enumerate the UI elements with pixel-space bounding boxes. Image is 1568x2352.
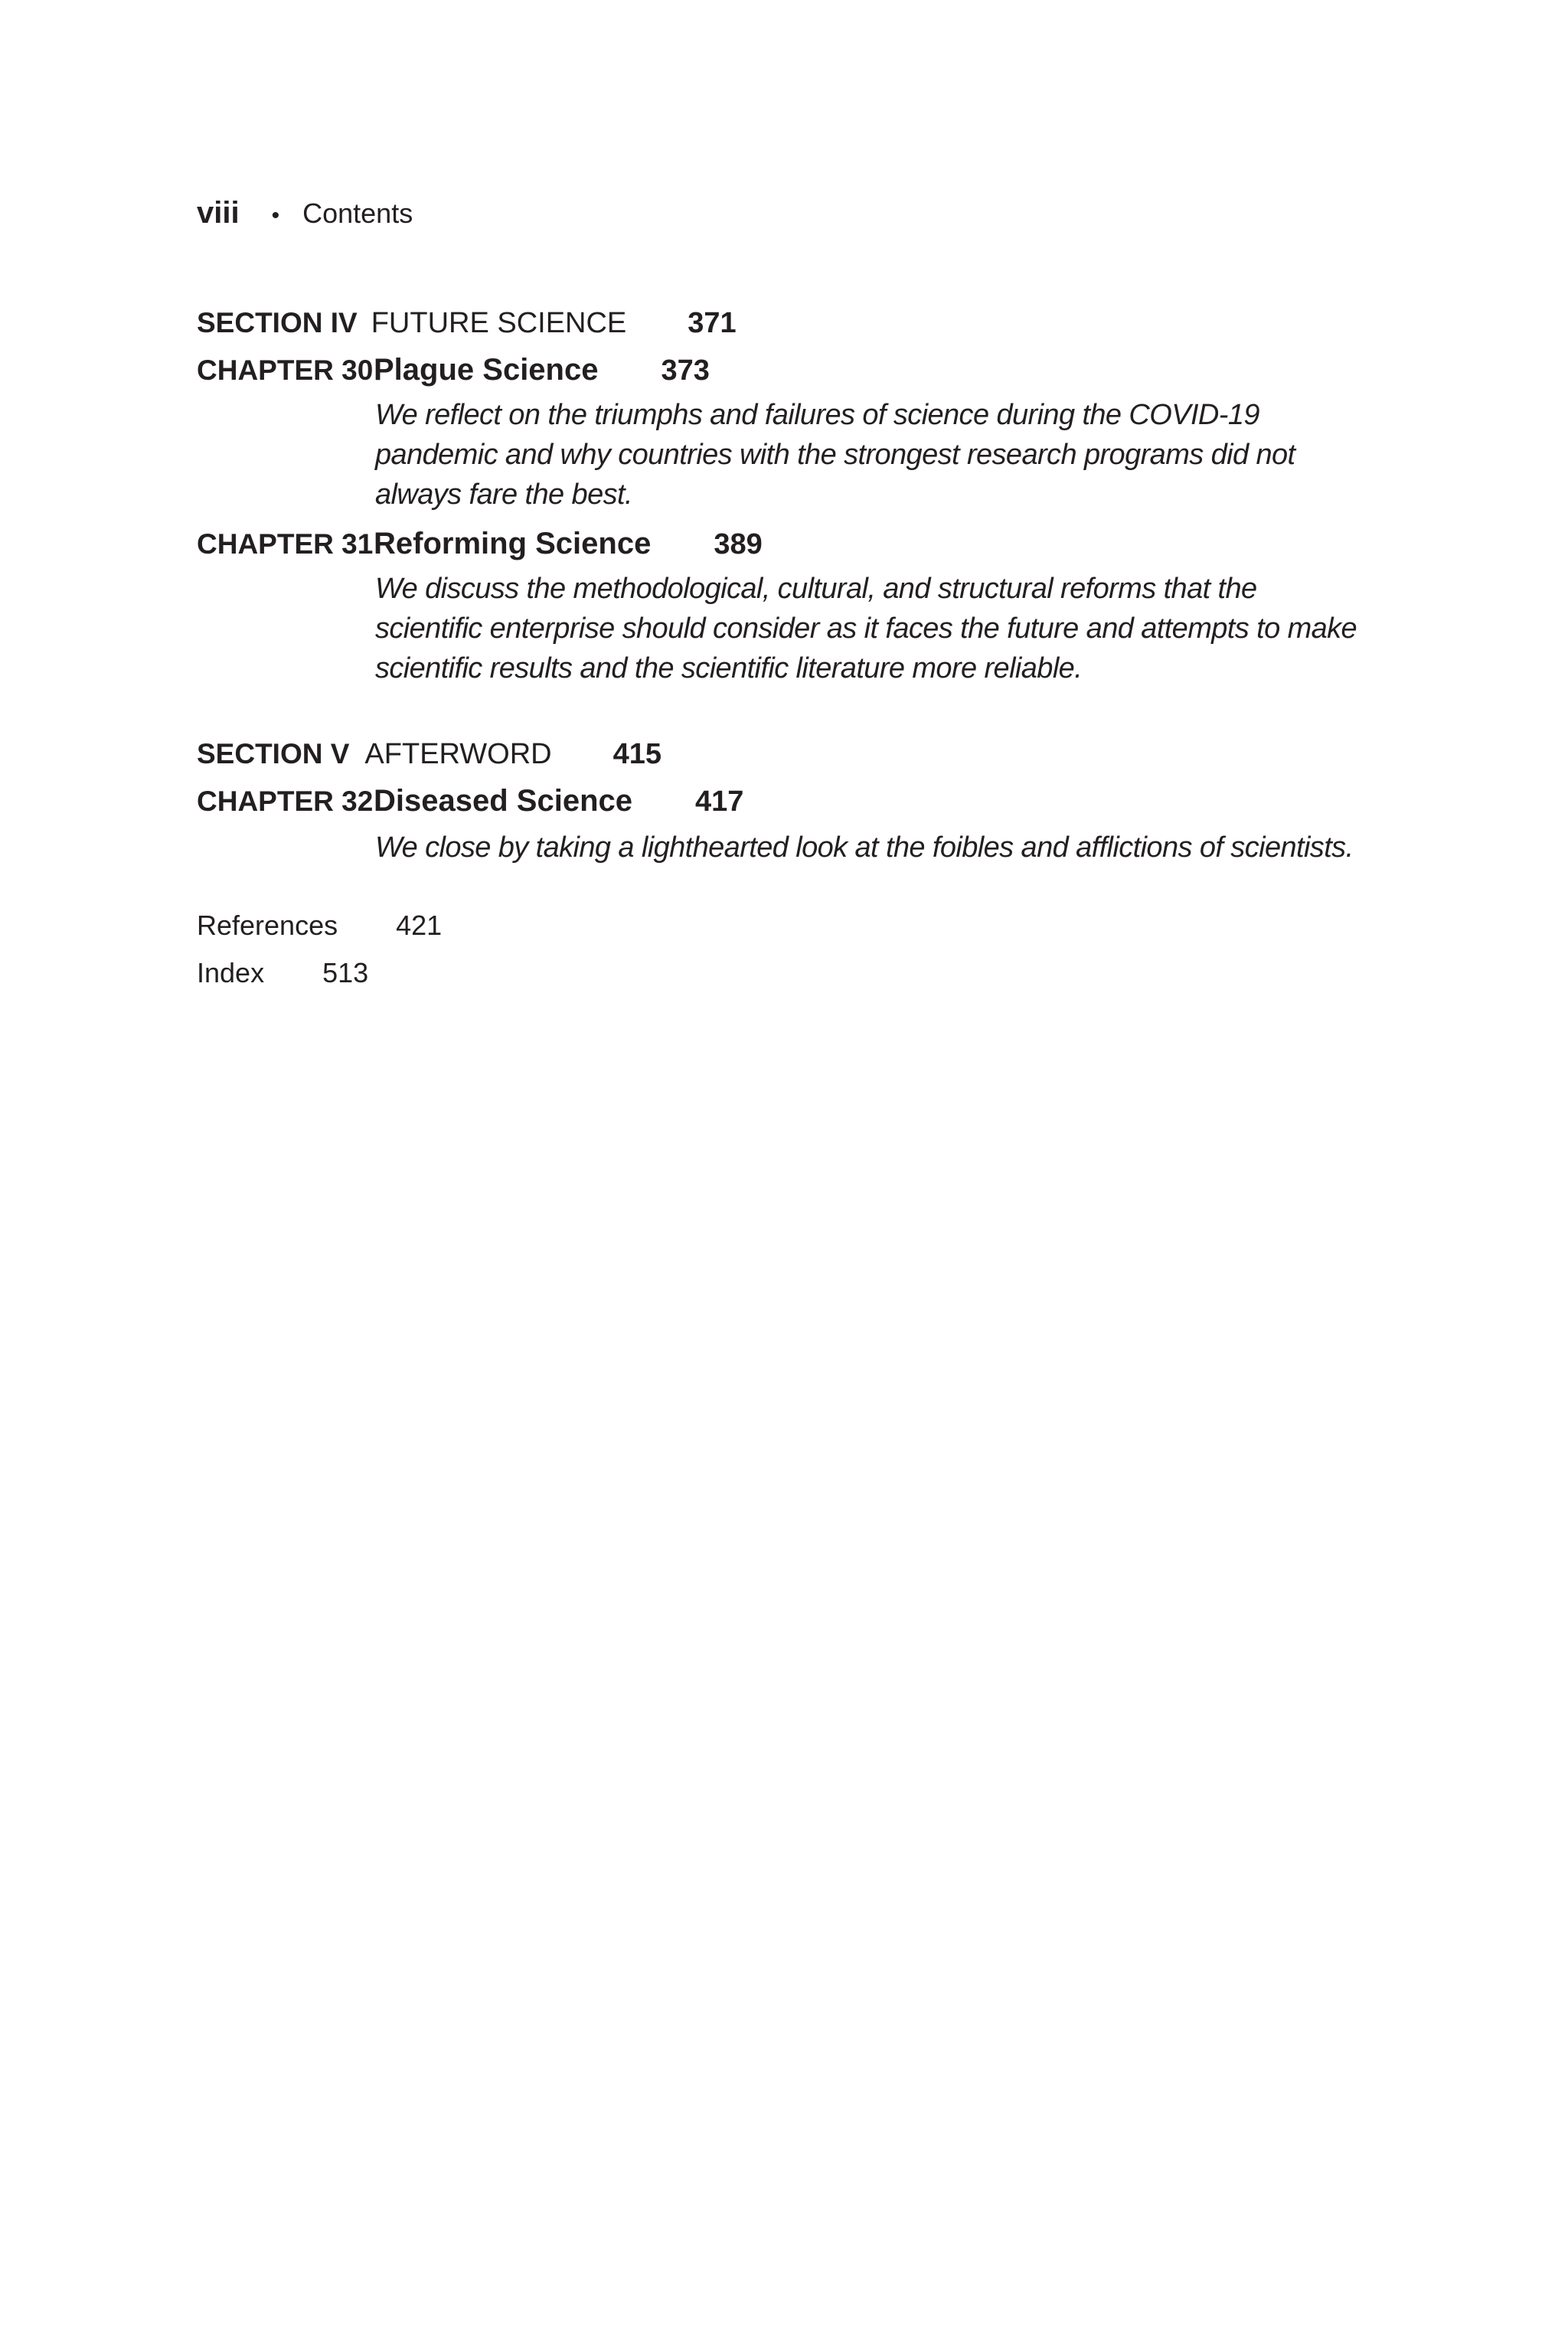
chapter-title: Diseased Science — [374, 784, 632, 818]
section-page-number: 415 — [612, 738, 662, 770]
running-header-title: Contents — [302, 198, 413, 229]
chapter-label: CHAPTER 30 — [197, 354, 374, 386]
section-title: FUTURE SCIENCE — [371, 307, 627, 339]
chapter-title: Plague Science — [374, 353, 599, 387]
index-page-number: 513 — [322, 957, 369, 988]
section-label: SECTION V — [197, 738, 350, 769]
page-folio: viii — [197, 196, 240, 230]
chapter-31-description: We discuss the methodological, cultural, and structural reforms that the scientific enterprise should consider as it faces the future and attempts to make scientific results and the scientific literature more reliable. — [375, 573, 1357, 684]
chapter-page-number: 417 — [695, 786, 744, 818]
chapter-label: CHAPTER 32 — [197, 786, 374, 817]
toc-chapter-32 — [197, 781, 743, 822]
toc-index — [197, 953, 368, 993]
toc-chapter-30 — [197, 350, 710, 390]
chapter-page-number: 389 — [714, 528, 763, 560]
toc-section-iv — [197, 303, 737, 343]
chapter-page-number: 373 — [661, 354, 710, 387]
toc-references — [197, 906, 442, 946]
toc-section-v — [197, 734, 662, 774]
header-bullet: • — [271, 203, 280, 228]
chapter-32-description: We close by taking a lighthearted look at the foibles and afflictions of scientists. — [375, 831, 1354, 864]
chapter-30-description: We reflect on the triumphs and failures of science during the COVID-19 pandemic and why countries with the strongest research programs did not always fare the best. — [375, 399, 1295, 511]
section-page-number: 371 — [688, 307, 737, 339]
running-header — [197, 193, 413, 236]
references-title: References — [197, 910, 338, 941]
toc-chapter-31 — [197, 524, 763, 564]
index-title: Index — [197, 957, 265, 988]
section-title: AFTERWORD — [364, 738, 552, 770]
chapter-label: CHAPTER 31 — [197, 528, 374, 560]
section-label: SECTION IV — [197, 307, 358, 338]
references-page-number: 421 — [396, 910, 443, 941]
chapter-title: Reforming Science — [374, 527, 652, 560]
